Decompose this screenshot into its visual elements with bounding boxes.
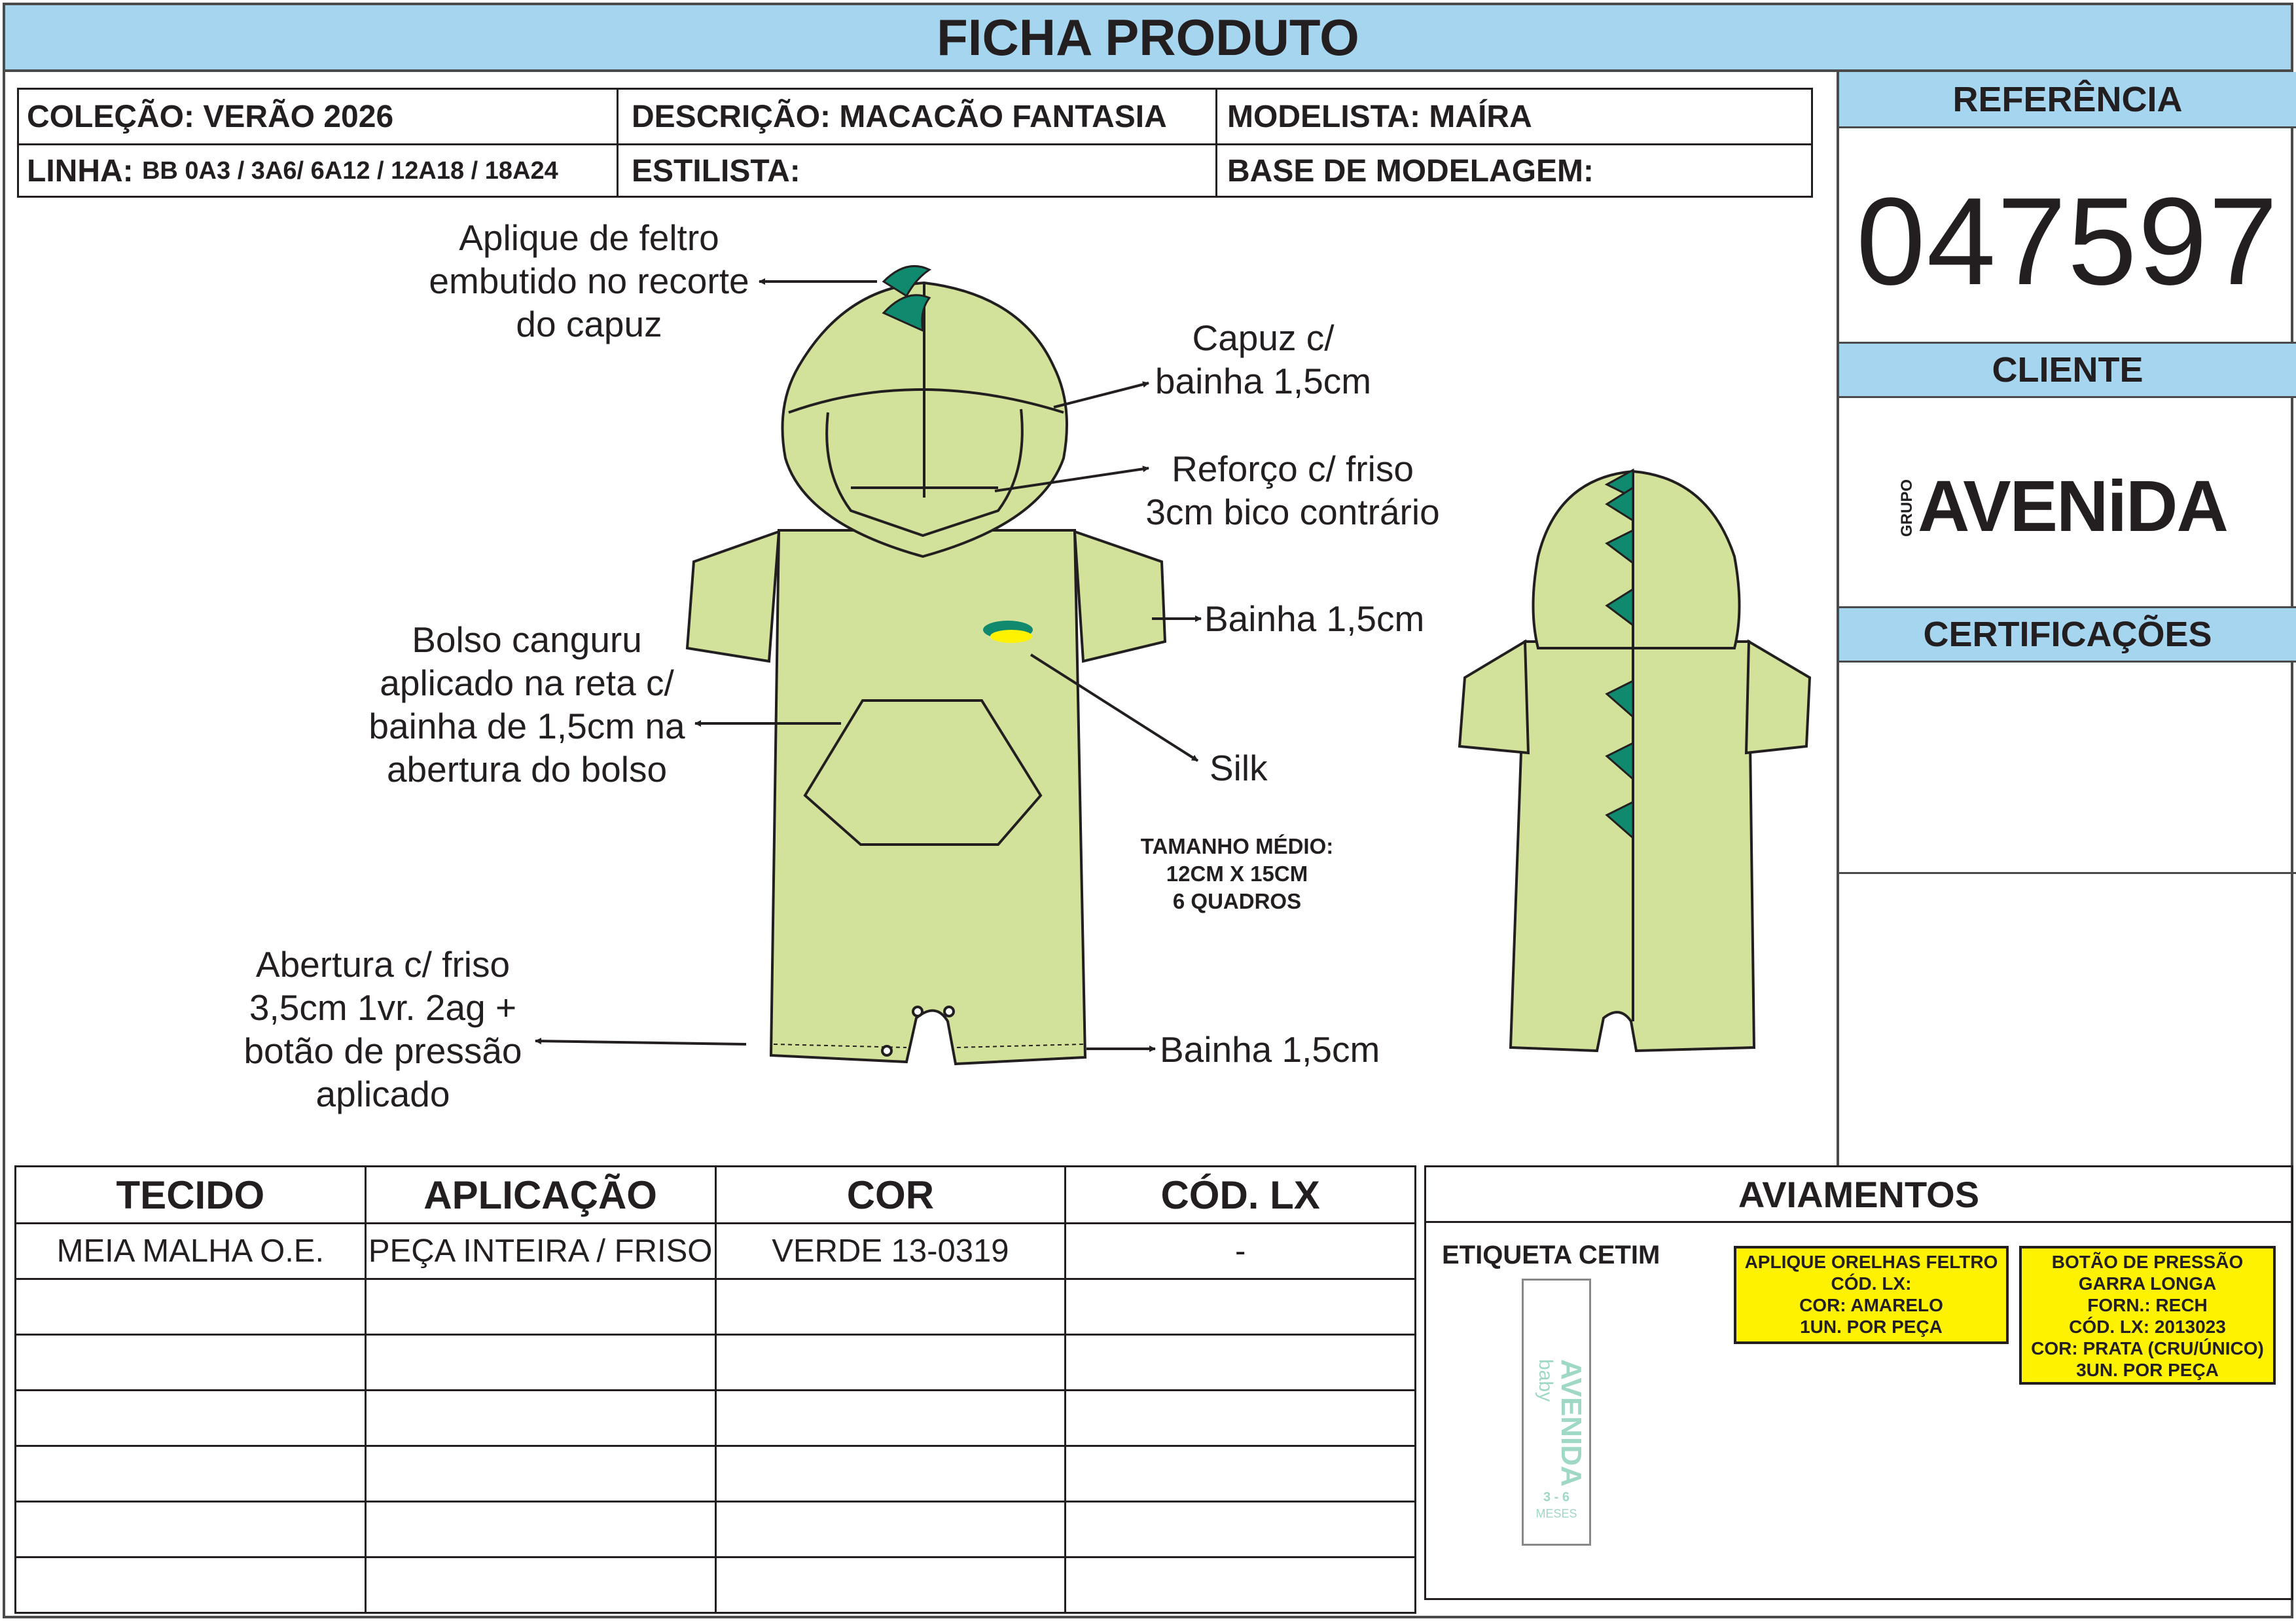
callout-line: abertura do bolso (386, 749, 668, 790)
base-modelagem: BASE DE MODELAGEM: (1227, 153, 1594, 189)
page-title-text: FICHA PRODUTO (937, 8, 1359, 66)
table-cell (365, 1446, 715, 1502)
linha-label: LINHA: (27, 153, 134, 189)
label-sub (1530, 1359, 1556, 1402)
table-cell (365, 1391, 715, 1446)
tag-line: CÓD. LX: 2013023 (2069, 1317, 2226, 1337)
table-row (16, 1446, 1416, 1502)
callout-line: Aplique de feltro (459, 217, 719, 258)
table-cell (16, 1557, 366, 1613)
estilista: ESTILISTA: (632, 153, 800, 189)
table-row (16, 1502, 1416, 1557)
table-cell (1066, 1557, 1416, 1613)
col-cod-lx: CÓD. LX (1066, 1167, 1416, 1224)
table-cell (715, 1279, 1066, 1335)
certificacoes-label: CERTIFICAÇÕES (1923, 615, 2212, 654)
table-cell (365, 1279, 715, 1335)
front-right-sleeve (1075, 532, 1165, 661)
note-line: 6 QUADROS (1172, 889, 1302, 913)
callout-line: bainha de 1,5cm na (368, 706, 685, 746)
tag-line: CÓD. LX: (1831, 1273, 1912, 1294)
callout-line: Reforço c/ friso (1172, 448, 1414, 489)
snap-button (944, 1007, 954, 1016)
callout-line: embutido no recorte (429, 261, 749, 301)
table-cell: - (1066, 1224, 1416, 1279)
table-row (16, 1335, 1416, 1391)
table-cell (1066, 1446, 1416, 1502)
table-cell (1066, 1279, 1416, 1335)
logo-grupo-text: GRUPO (1898, 479, 1916, 537)
botao-pressao-tag (2019, 1246, 2276, 1385)
table-cell (16, 1502, 366, 1557)
callout-line: botão de pressão (243, 1030, 522, 1071)
table-cell (715, 1557, 1066, 1613)
back-romper (1460, 471, 1810, 1051)
table-cell (16, 1279, 366, 1335)
table-cell (16, 1391, 366, 1446)
colecao: COLEÇÃO: VERÃO 2026 (27, 99, 394, 134)
modelista: MODELISTA: MAÍRA (1227, 99, 1532, 134)
col-aplicacao: APLICAÇÃO (365, 1167, 715, 1224)
callout-bainha-manga: Bainha 1,5cm (1204, 598, 1425, 639)
table-cell: VERDE 13-0319 (715, 1224, 1066, 1279)
table-cell (715, 1391, 1066, 1446)
label-meses: MESES (1535, 1507, 1577, 1520)
table-cell (365, 1557, 715, 1613)
callout-line: 3,5cm 1vr. 2ag + (249, 987, 517, 1028)
table-row (16, 1391, 1416, 1446)
table-cell (715, 1502, 1066, 1557)
referencia-value: 047597 (1856, 172, 2279, 311)
referencia-label: REFERÊNCIA (1952, 79, 2183, 119)
tag-line: FORN.: RECH (2087, 1295, 2208, 1315)
label-brand-text: AVENIDA (1555, 1359, 1587, 1487)
callout-line: Bolso canguru (412, 619, 642, 660)
callout-line: Capuz c/ (1192, 318, 1335, 358)
callout-abertura (209, 943, 556, 1116)
callout-silk: Silk (1210, 748, 1268, 788)
table-header-row (16, 1167, 1416, 1224)
note-line: 12CM X 15CM (1166, 862, 1308, 886)
etiqueta-label: ETIQUETA CETIM (1442, 1241, 1660, 1269)
callout-line: aplicado na reta c/ (380, 663, 674, 703)
linha-value: BB 0A3 / 3A6/ 6A12 / 12A18 / 18A24 (141, 156, 558, 185)
callout-bainha-barra: Bainha 1,5cm (1160, 1029, 1380, 1070)
table-cell (1066, 1502, 1416, 1557)
table-cell (365, 1502, 715, 1557)
callout-line: Abertura c/ friso (255, 944, 511, 985)
callout-line: aplicado (315, 1074, 450, 1114)
table-cell (1066, 1335, 1416, 1391)
tag-line: APLIQUE ORELHAS FELTRO (1744, 1252, 1998, 1272)
table-cell (16, 1446, 366, 1502)
callout-aplique (393, 216, 785, 346)
tag-line: 1UN. POR PEÇA (1800, 1317, 1943, 1337)
table-cell (16, 1335, 366, 1391)
table-cell (1066, 1391, 1416, 1446)
aplique-feltro-tag (1734, 1246, 2009, 1344)
callout-reforco (1122, 447, 1463, 534)
logo-main-text: AVENiDA (1918, 466, 2227, 547)
callout-capuz (1126, 316, 1401, 403)
table-cell (365, 1335, 715, 1391)
table-row (16, 1279, 1416, 1335)
tag-line: COR: AMARELO (1799, 1295, 1943, 1315)
table-row (16, 1224, 1416, 1279)
table-cell (715, 1335, 1066, 1391)
col-tecido: TECIDO (16, 1167, 366, 1224)
tag-line: GARRA LONGA (2078, 1273, 2217, 1294)
table-cell: MEIA MALHA O.E. (16, 1224, 366, 1279)
descricao: DESCRIÇÃO: MACACÃO FANTASIA (632, 99, 1167, 134)
label-sub-text: baby (1535, 1359, 1556, 1402)
tag-line: 3UN. POR PEÇA (2076, 1360, 2219, 1380)
aviamentos-title: AVIAMENTOS (1426, 1167, 2291, 1223)
table-cell: PEÇA INTEIRA / FRISO (365, 1224, 715, 1279)
tamanho-note (1113, 833, 1361, 915)
tag-line: BOTÃO DE PRESSÃO (2051, 1252, 2244, 1272)
front-romper (687, 283, 1165, 1064)
cliente-label: CLIENTE (1992, 350, 2144, 390)
callout-bolso (347, 618, 707, 791)
satin-label-swatch (1522, 1279, 1591, 1546)
fabric-table (14, 1165, 1416, 1614)
label-size: 3 - 6 (1543, 1490, 1570, 1504)
table-row (16, 1557, 1416, 1613)
table-cell (715, 1446, 1066, 1502)
aviamentos-panel (1424, 1165, 2293, 1600)
col-cor: COR (715, 1167, 1066, 1224)
callout-line: 3cm bico contrário (1145, 492, 1440, 532)
note-line: TAMANHO MÉDIO: (1140, 834, 1334, 858)
snap-button (913, 1007, 922, 1016)
callout-line: do capuz (516, 304, 662, 344)
tag-line: COR: PRATA (CRU/ÚNICO) (2031, 1338, 2264, 1358)
callout-line: bainha 1,5cm (1155, 361, 1372, 401)
